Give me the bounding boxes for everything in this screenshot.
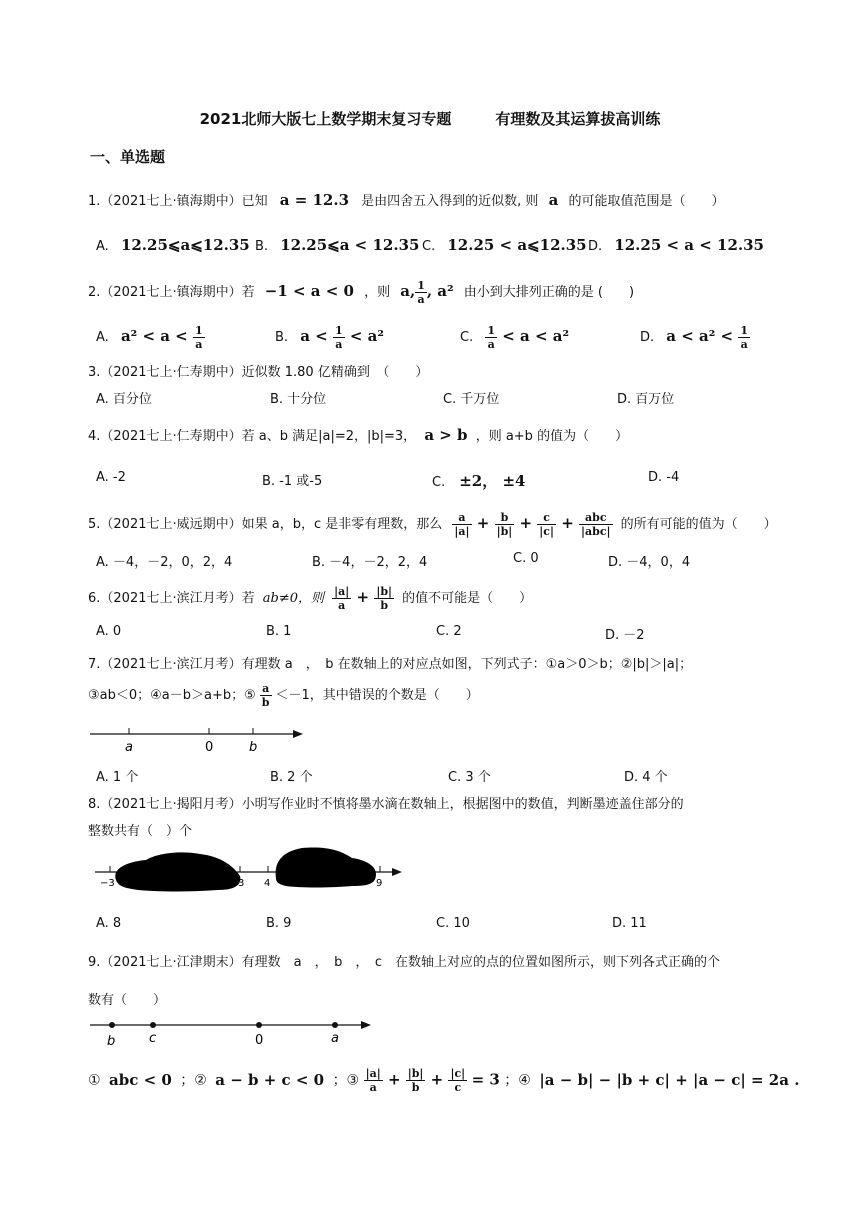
q7-option-c[interactable]: C. 3 个 (448, 770, 491, 785)
q1-option-d[interactable]: D. 12.25 < a < 12.35 (588, 236, 764, 254)
q6-option-a[interactable]: A. 0 (96, 624, 122, 639)
q8-axis-label-4: 4 (264, 878, 271, 889)
q7-number-line (85, 722, 310, 758)
page-title (0, 108, 860, 129)
q7-axis-label-b: b (249, 740, 258, 755)
q6-option-b[interactable]: B. 1 (266, 624, 292, 639)
q8-number-line (90, 844, 410, 894)
q8-axis-label-neg3: −3 (100, 878, 115, 889)
section-heading: 一、单选题 (90, 148, 166, 166)
q7-option-b[interactable]: B. 2 个 (270, 770, 313, 785)
title-left: 2021北师大版七上数学期末复习专题 (199, 110, 452, 128)
q8-axis-label-9: 9 (376, 878, 383, 889)
q7-option-d[interactable]: D. 4 个 (624, 770, 668, 785)
question-7-line-2: ③ab＜0；④a－b＞a+b；⑤ $\frac{a}{b}$ ＜－1，其中错误的个数是（ ） (88, 682, 479, 709)
q4-option-d[interactable]: D. -4 (648, 470, 680, 485)
q8-option-b[interactable]: B. 9 (266, 916, 292, 931)
q1-option-a[interactable]: A. 12.25⩽a⩽12.35 (96, 236, 250, 254)
q9-number-line (85, 1012, 380, 1052)
title-right: 有理数及其运算拔高训练 (495, 110, 661, 128)
q3-option-c[interactable]: C. 千万位 (443, 392, 500, 407)
question-9-line-2: 数有（ ） (88, 993, 167, 1008)
q5-option-d[interactable]: D. －4，0，4 (608, 555, 691, 570)
q1-option-b[interactable]: B. 12.25⩽a < 12.35 (255, 236, 420, 254)
q3-option-a[interactable]: A. 百分位 (96, 392, 152, 407)
q7-option-a[interactable]: A. 1 个 (96, 770, 139, 785)
q4-option-c[interactable]: C. ±2， ±4 (432, 472, 526, 490)
q9-axis-label-a: a (331, 1031, 339, 1046)
question-3-stem: 3.（2021七上·仁寿期中）近似数 1.80 亿精确到 （ ） (88, 365, 429, 380)
q2-option-d[interactable]: D. a < a² < $\frac{1}{a}$ (640, 324, 748, 351)
q2-option-b[interactable]: B. a < $\frac{1}{a}$ < a² (275, 324, 384, 351)
q2-option-c[interactable]: C. $\frac{1}{a}$ < a < a² (460, 324, 570, 351)
q2-option-a[interactable]: A. a² < a < $\frac{1}{a}$ (96, 324, 203, 351)
q8-option-c[interactable]: C. 10 (436, 916, 470, 931)
q6-option-d[interactable]: D. －2 (605, 628, 645, 643)
ink-blot-right (276, 847, 376, 887)
question-1-stem: 1.（2021七上·镇海期中）已知 a = 12.3 是由四舍五入得到的近似数, 则 a 的可能取值范围是（ ） (88, 191, 725, 209)
question-9-statements: ① abc < 0 ；② a − b + c < 0 ；③ $\frac{|a|}{a}$ + $\frac{|b|}{b}$ + $\frac{|c|}{c}$ = 3 ；④ |a − b| − |b + c| + |a − c| = 2a . (88, 1067, 800, 1094)
q4-option-a[interactable]: A. -2 (96, 470, 126, 485)
q9-axis-label-b: b (107, 1034, 116, 1049)
q5-option-b[interactable]: B. －4，－2，2，4 (312, 555, 428, 570)
q6-option-c[interactable]: C. 2 (436, 624, 462, 639)
q5-option-c[interactable]: C. 0 (513, 551, 539, 566)
q4-option-b[interactable]: B. -1 或-5 (262, 474, 323, 489)
q9-axis-label-0: 0 (255, 1033, 264, 1048)
question-8-line-2: 整数共有（ ）个 (88, 824, 193, 839)
q8-axis-label-3: 3 (238, 878, 245, 889)
question-8-line-1: 8.（2021七上·揭阳月考）小明写作业时不慎将墨水滴在数轴上，根据图中的数值，判断墨迹盖住部分的 (88, 797, 684, 812)
ink-blot-left (115, 852, 240, 891)
q3-option-b[interactable]: B. 十分位 (270, 392, 327, 407)
q8-option-d[interactable]: D. 11 (612, 916, 647, 931)
question-7-line-1: 7.（2021七上·滨江月考）有理数 a ， b 在数轴上的对应点如图，下列式子：①a＞0＞b；②|b|＞|a|； (88, 657, 693, 672)
q3-option-d[interactable]: D. 百万位 (617, 392, 675, 407)
question-9-line-1: 9.（2021七上·江津期末）有理数 a ， b ， c 在数轴上对应的点的位置如图所示，则下列各式正确的个 (88, 955, 720, 970)
q8-option-a[interactable]: A. 8 (96, 916, 122, 931)
question-2-stem: 2.（2021七上·镇海期中）若 −1 < a < 0 ，则 a, $\frac{1}{a}$ , a² 由小到大排列正确的是 ( ) (88, 279, 635, 306)
q1-option-c[interactable]: C. 12.25 < a⩽12.35 (422, 236, 587, 254)
q1-expression: a = 12.3 (279, 191, 350, 209)
q5-option-a[interactable]: A. －4，－2，0，2，4 (96, 555, 233, 570)
q9-axis-label-c: c (149, 1031, 157, 1046)
question-4-stem: 4.（2021七上·仁寿期中）若 a、b 满足|a|=2，|b|=3， a > b ，则 a+b 的值为（ ） (88, 426, 629, 444)
question-6-stem: 6.（2021七上·滨江月考）若 ab≠0，则 $\frac{|a|}{a}$ + $\frac{|b|}{b}$ 的值不可能是（ ） (88, 585, 533, 612)
q7-axis-label-a: a (125, 740, 133, 755)
question-5-stem: 5.（2021七上·威远期中）如果 a，b，c 是非零有理数，那么 $\frac{a}{|a|}$ + $\frac{b}{|b|}$ + $\frac{c}{|c|}$ + $\frac{\text{abc}}{\text{|abc|}}$ 的所有可能的值为（ ） (88, 511, 777, 538)
q7-axis-label-0: 0 (205, 740, 214, 755)
